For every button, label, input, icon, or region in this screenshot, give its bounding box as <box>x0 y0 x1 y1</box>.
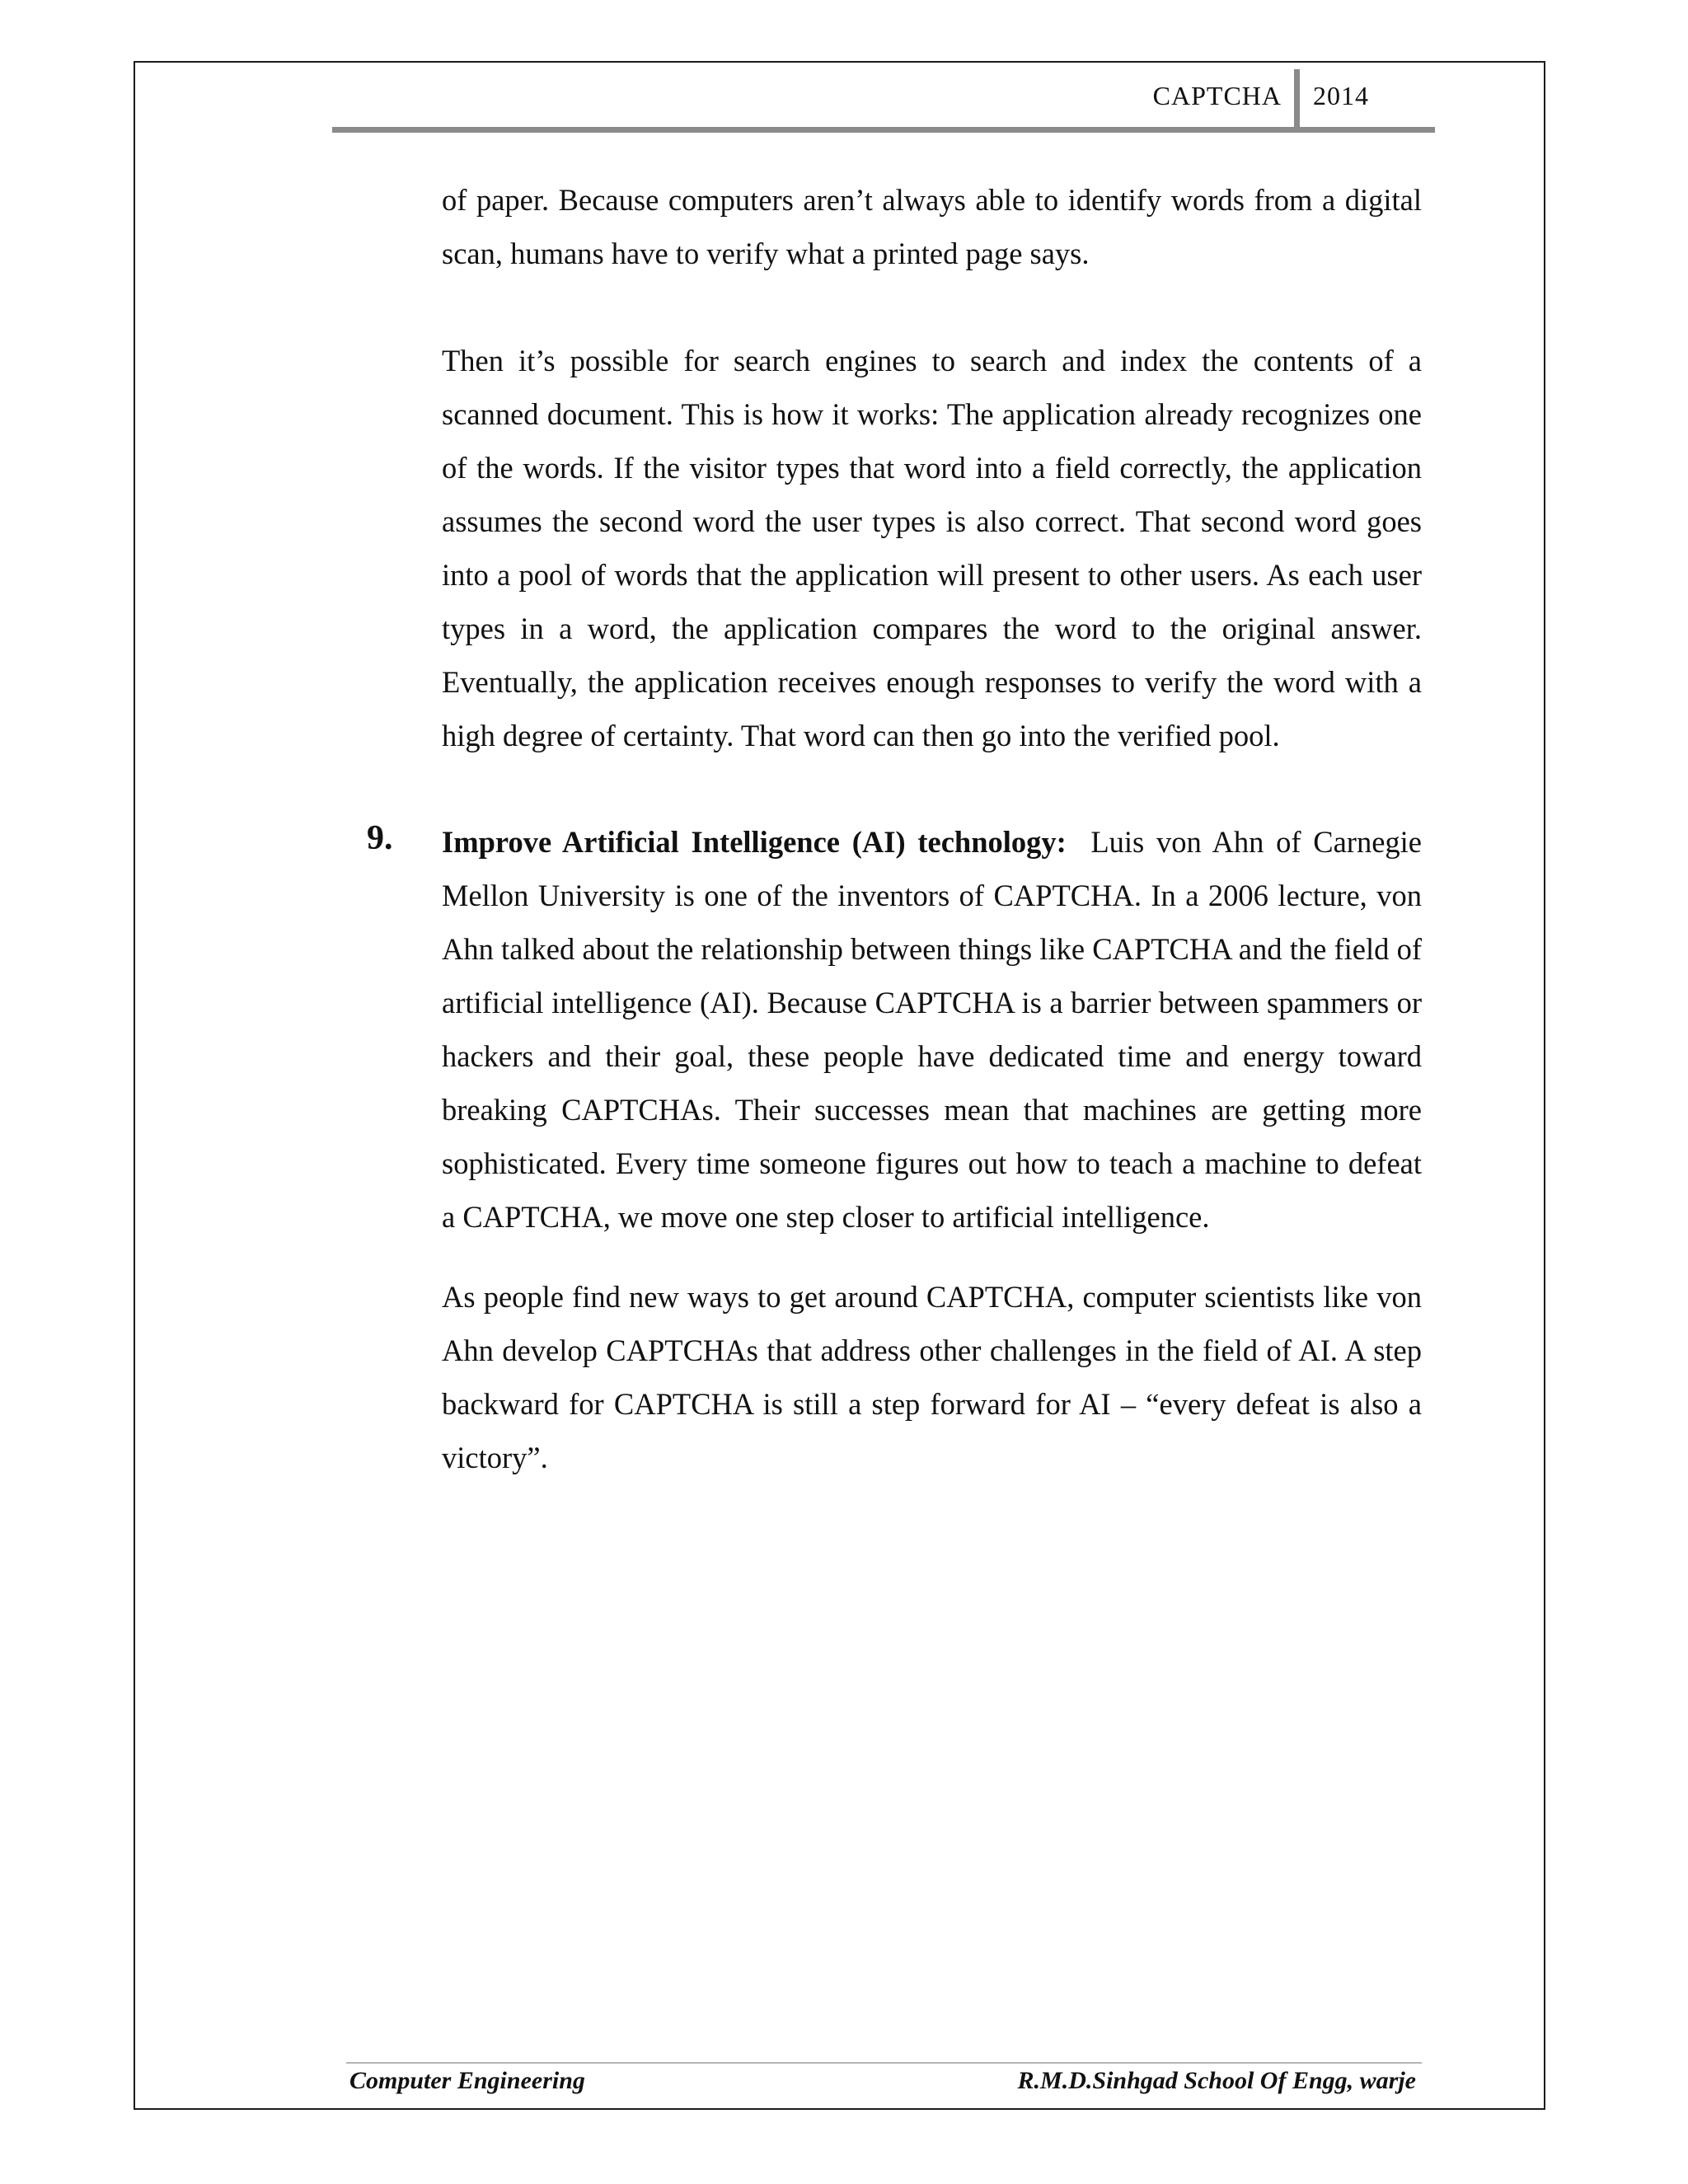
numbered-item-9 <box>367 815 1422 1244</box>
paragraph-continued: of paper. Because computers aren’t always able to identify words from a digital scan, humans have to verify what a printed page says. <box>442 183 1422 270</box>
header-rule <box>332 127 1435 133</box>
item-heading: Improve Artificial Intelligence (AI) technology: <box>442 825 1067 859</box>
header-divider <box>1294 69 1300 130</box>
paragraph-search-engines: Then it’s possible for search engines to search and index the contents of a scanned document. This is how it works: The application already recognizes one of the words. If the visitor types that word into a field correctly, the application assumes the second word the user types is also correct. That second word goes into a pool of words that the application will present to other users. As each user types in a word, the application compares the word to the original answer. Eventually, the application receives enough responses to verify the word with a high degree of certainty. That word can then go into the verified pool. <box>442 344 1422 752</box>
header-year: 2014 <box>1313 81 1369 110</box>
footer-rule <box>346 2062 1422 2064</box>
page-header <box>332 69 1435 134</box>
item-text: Luis von Ahn of Carnegie Mellon University is one of the inventors of CAPTCHA. In a 2006 lecture, von Ahn talked about the relationship between things like CAPTCHA and the field of artificial intelligence (AI). Because CAPTCHA is a barrier between spammers or hackers and their goal, these people have dedicated time and energy toward breaking CAPTCHAs. Their successes mean that machines are getting more sophisticated. Every time someone figures out how to teach a machine to defeat a CAPTCHA, we move one step closer to artificial intelligence. <box>442 825 1422 1234</box>
footer-department: Computer Engineering <box>349 2067 585 2094</box>
item-number: 9. <box>367 819 393 857</box>
header-title: CAPTCHA <box>1152 81 1282 110</box>
footer-institution: R.M.D.Sinhgad School Of Engg, warje <box>1017 2067 1416 2094</box>
page-body <box>367 173 1422 1484</box>
paragraph-every-defeat: As people find new ways to get around CAPTCHA, computer scientists like von Ahn develop CAPTCHAs that address other challenges in the field of AI. A step backward for CAPTCHA is still a step forward for AI – “every defeat is also a victory”. <box>442 1280 1422 1474</box>
